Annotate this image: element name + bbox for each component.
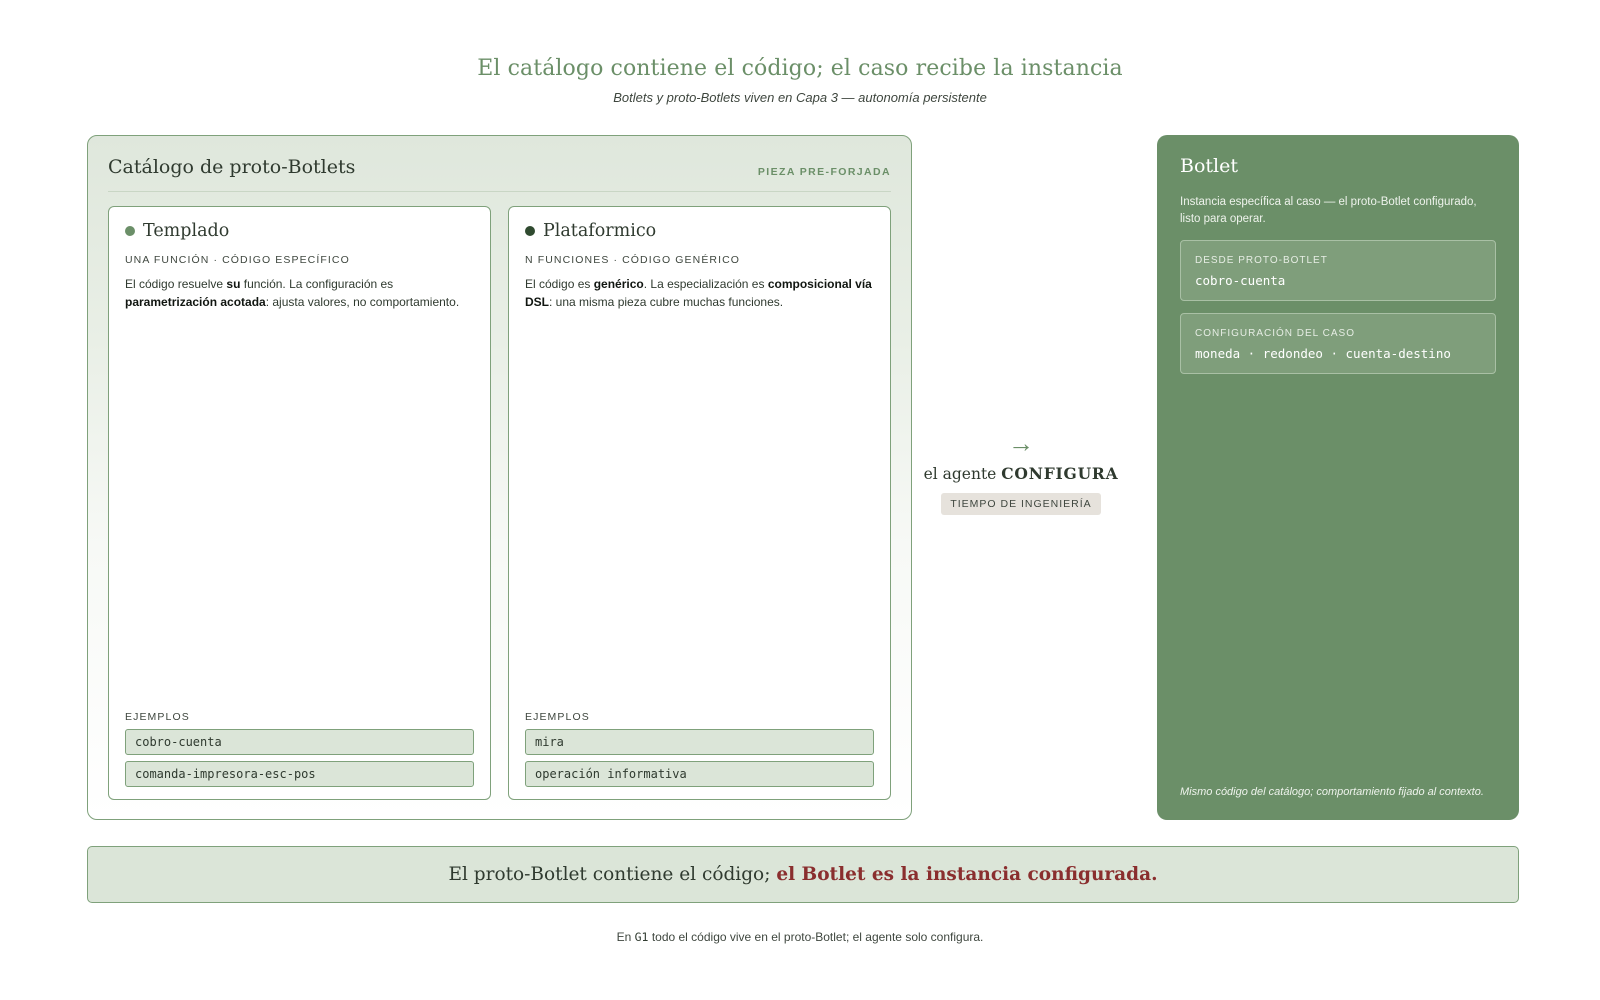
- card-title: Templado: [143, 221, 230, 241]
- example-chip: cobro-cuenta: [125, 729, 474, 755]
- agent-action: CONFIGURA: [1001, 464, 1119, 483]
- botlet-footer-note: Mismo código del catálogo; comportamiento fijado al contexto.: [1180, 786, 1484, 798]
- box-value: moneda · redondeo · cuenta-destino: [1195, 346, 1451, 361]
- example-chip: comanda-impresora-esc-pos: [125, 761, 474, 787]
- footnote: [0, 930, 1600, 944]
- desc-text: función. La configuración es: [240, 277, 394, 291]
- catalog-title: Catálogo de proto-Botlets: [108, 156, 356, 178]
- card-plataformico: [508, 206, 891, 800]
- box-value: cobro-cuenta: [1195, 273, 1286, 288]
- desc-text: : ajusta valores, no comportamiento.: [265, 295, 460, 309]
- page-title: El catálogo contiene el código; el caso recibe la instancia: [477, 56, 1123, 81]
- bullet-dot-icon: [125, 226, 135, 236]
- footnote-text: En: [616, 930, 635, 944]
- summary-banner: [87, 846, 1519, 903]
- card-meta: UNA FUNCIÓN · CÓDIGO ESPECÍFICO: [125, 254, 350, 266]
- botlet-description: Instancia específica al caso — el proto-Botlet configurado, listo para operar.: [1180, 196, 1477, 225]
- footnote-text: todo el código vive en el proto-Botlet; el agente solo configura.: [648, 930, 984, 944]
- case-config-box: [1180, 313, 1496, 374]
- desc-emphasis: parametrización acotada: [125, 295, 266, 309]
- box-label: DESDE PROTO-BOTLET: [1195, 255, 1328, 266]
- box-label: CONFIGURACIÓN DEL CASO: [1195, 328, 1355, 339]
- botlet-title: Botlet: [1180, 155, 1238, 177]
- agent-action-label: [912, 464, 1130, 483]
- arrow-right-icon: →: [1008, 428, 1034, 458]
- card-header: [525, 221, 656, 241]
- engineering-time-badge: TIEMPO DE INGENIERÍA: [941, 493, 1100, 515]
- desc-text: El código es: [525, 277, 594, 291]
- card-description: [125, 275, 474, 311]
- footnote-code: G1: [634, 930, 649, 944]
- desc-text: El código resuelve: [125, 277, 227, 291]
- page-subtitle: Botlets y proto-Botlets viven en Capa 3 — autonomía persistente: [613, 90, 987, 105]
- desc-text: . La especialización es: [643, 277, 768, 291]
- summary-plain: El proto-Botlet contiene el código;: [448, 864, 777, 885]
- summary-accent: el Botlet es la instancia configurada.: [776, 864, 1158, 885]
- bullet-dot-icon: [525, 226, 535, 236]
- catalog-divider: [108, 191, 891, 192]
- desc-emphasis: su: [226, 277, 241, 291]
- agent-prefix: el agente: [923, 465, 1002, 483]
- desc-text: : una misma pieza cubre muchas funciones.: [549, 295, 784, 309]
- desc-emphasis: genérico: [593, 277, 644, 291]
- botlet-panel: [1157, 135, 1519, 820]
- source-proto-botlet-box: [1180, 240, 1496, 301]
- desc-emphasis: composicional vía DSL: [525, 277, 872, 309]
- card-templado: [108, 206, 491, 800]
- example-chip: operación informativa: [525, 761, 874, 787]
- card-description: [525, 275, 874, 311]
- card-title: Plataformico: [543, 221, 657, 241]
- card-meta: N FUNCIONES · CÓDIGO GENÉRICO: [525, 254, 741, 266]
- header: [0, 56, 1600, 105]
- examples-label: EJEMPLOS: [525, 711, 590, 723]
- card-header: [125, 221, 229, 241]
- configure-connector: [912, 430, 1130, 515]
- catalog-tag: PIEZA PRE-FORJADA: [757, 166, 891, 178]
- example-chip: mira: [525, 729, 874, 755]
- catalog-panel: [87, 135, 912, 820]
- examples-label: EJEMPLOS: [125, 711, 190, 723]
